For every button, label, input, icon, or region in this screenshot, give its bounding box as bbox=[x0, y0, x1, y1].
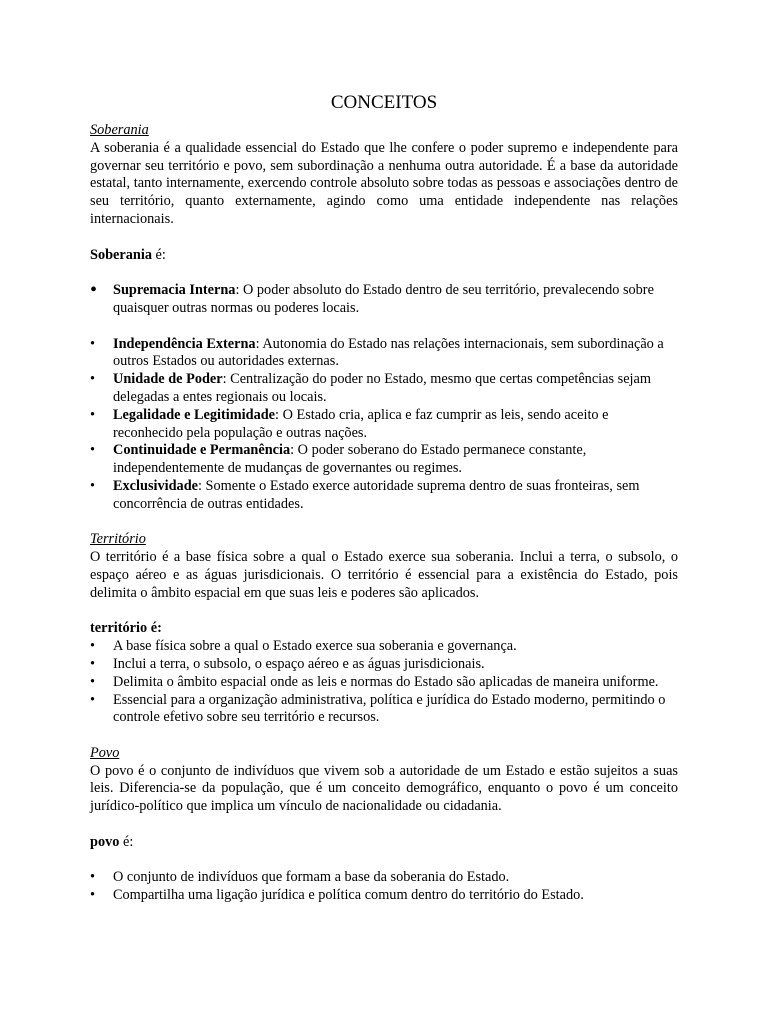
list-item: • A base física sobre a qual o Estado exerce sua soberania e governança. bbox=[90, 638, 678, 656]
soberania-label-rest: é: bbox=[151, 246, 166, 263]
list-item: • Inclui a terra, o subsolo, o espaço aéreo e as águas jurisdicionais. bbox=[90, 656, 678, 674]
item-term: Independência Externa bbox=[113, 335, 256, 352]
section-soberania bbox=[90, 122, 678, 514]
territorio-list bbox=[90, 638, 678, 727]
item-desc: : O poder absoluto do Estado dentro de seu território, prevalecendo sobre quaisquer outras normas ou poderes locais. bbox=[113, 282, 654, 316]
povo-list bbox=[90, 869, 678, 905]
document-page bbox=[90, 92, 678, 905]
list-item bbox=[90, 371, 678, 407]
list-item: • Compartilha uma ligação jurídica e política comum dentro do território do Estado. bbox=[90, 887, 678, 905]
soberania-list-label bbox=[90, 247, 678, 265]
territorio-paragraph: O território é a base física sobre a qual o Estado exerce sua soberania. Inclui a terra, o subsolo, o espaço aéreo e as águas jurisdicionais. O território é essencial para a existência do Estado, pois delimita o âmbito espacial em que suas leis e poderes são aplicados. bbox=[90, 549, 678, 601]
list-item: • Delimita o âmbito espacial onde as leis e normas do Estado são aplicadas de maneira uniforme. bbox=[90, 674, 678, 692]
item-term: Legalidade e Legitimidade bbox=[113, 406, 276, 423]
povo-paragraph: O povo é o conjunto de indivíduos que vivem sob a autoridade de um Estado e estão sujeitos a suas leis. Diferencia-se da população, que é um conceito demográfico, enquanto o povo é um conceito jurídico-político que implica um vínculo de nacionalidade ou cidadania. bbox=[90, 762, 678, 815]
territorio-label-bold: território é: bbox=[90, 620, 162, 637]
item-desc: : Autonomia do Estado nas relações internacionais, sem subordinação a outros Estados ou autoridades externas. bbox=[113, 335, 664, 370]
list-item bbox=[90, 407, 678, 443]
list-item bbox=[90, 336, 678, 372]
section-povo bbox=[90, 745, 678, 905]
povo-label-bold: povo bbox=[90, 833, 120, 850]
item-desc: : Somente o Estado exerce autoridade suprema dentro de suas fronteiras, sem concorrência de outras entidades. bbox=[113, 477, 640, 512]
item-desc: : O poder soberano do Estado permanece constante, independentemente de mudanças de governantes ou regimes. bbox=[113, 442, 587, 477]
list-item bbox=[90, 442, 678, 478]
page-title: CONCEITOS bbox=[330, 92, 438, 113]
list-item bbox=[90, 478, 678, 514]
section-heading-territorio: Território bbox=[90, 531, 146, 548]
item-term: Unidade de Poder bbox=[113, 371, 223, 388]
list-item: • Essencial para a organização administrativa, política e jurídica do Estado moderno, permitindo o controle efetivo sobre seu território e recursos. bbox=[90, 692, 678, 728]
item-term: Exclusividade bbox=[113, 477, 199, 494]
soberania-paragraph: A soberania é a qualidade essencial do Estado que lhe confere o poder supremo e independente para governar seu território e povo, sem subordinação a nenhuma outra autoridade. É a base da autoridade estatal, tanto internamente, exercendo controle absoluto sobre todas as pessoas e associações dentro de seu território, quanto externamente, agindo como uma entidade independente nas relações internacionais. bbox=[90, 139, 678, 227]
list-item bbox=[90, 282, 678, 318]
item-desc: : O Estado cria, aplica e faz cumprir as leis, sendo aceito e reconhecido pela população e outras nações. bbox=[113, 406, 609, 441]
territorio-list-label bbox=[90, 620, 678, 638]
povo-label-rest: é: bbox=[119, 833, 134, 850]
list-item: • O conjunto de indivíduos que formam a base da soberania do Estado. bbox=[90, 869, 678, 887]
section-territorio bbox=[90, 531, 678, 727]
section-heading-soberania: Soberania bbox=[90, 122, 149, 138]
item-term: Supremacia Interna bbox=[113, 282, 236, 299]
soberania-label-bold: Soberania bbox=[90, 246, 152, 263]
povo-list-label bbox=[90, 834, 678, 852]
section-heading-povo: Povo bbox=[90, 744, 120, 761]
item-term: Continuidade e Permanência bbox=[113, 442, 291, 459]
item-desc: : Centralização do poder no Estado, mesmo que certas competências sejam delegadas a entes regionais ou locais. bbox=[113, 371, 651, 405]
soberania-list bbox=[90, 282, 678, 318]
soberania-list-continued bbox=[90, 336, 678, 514]
